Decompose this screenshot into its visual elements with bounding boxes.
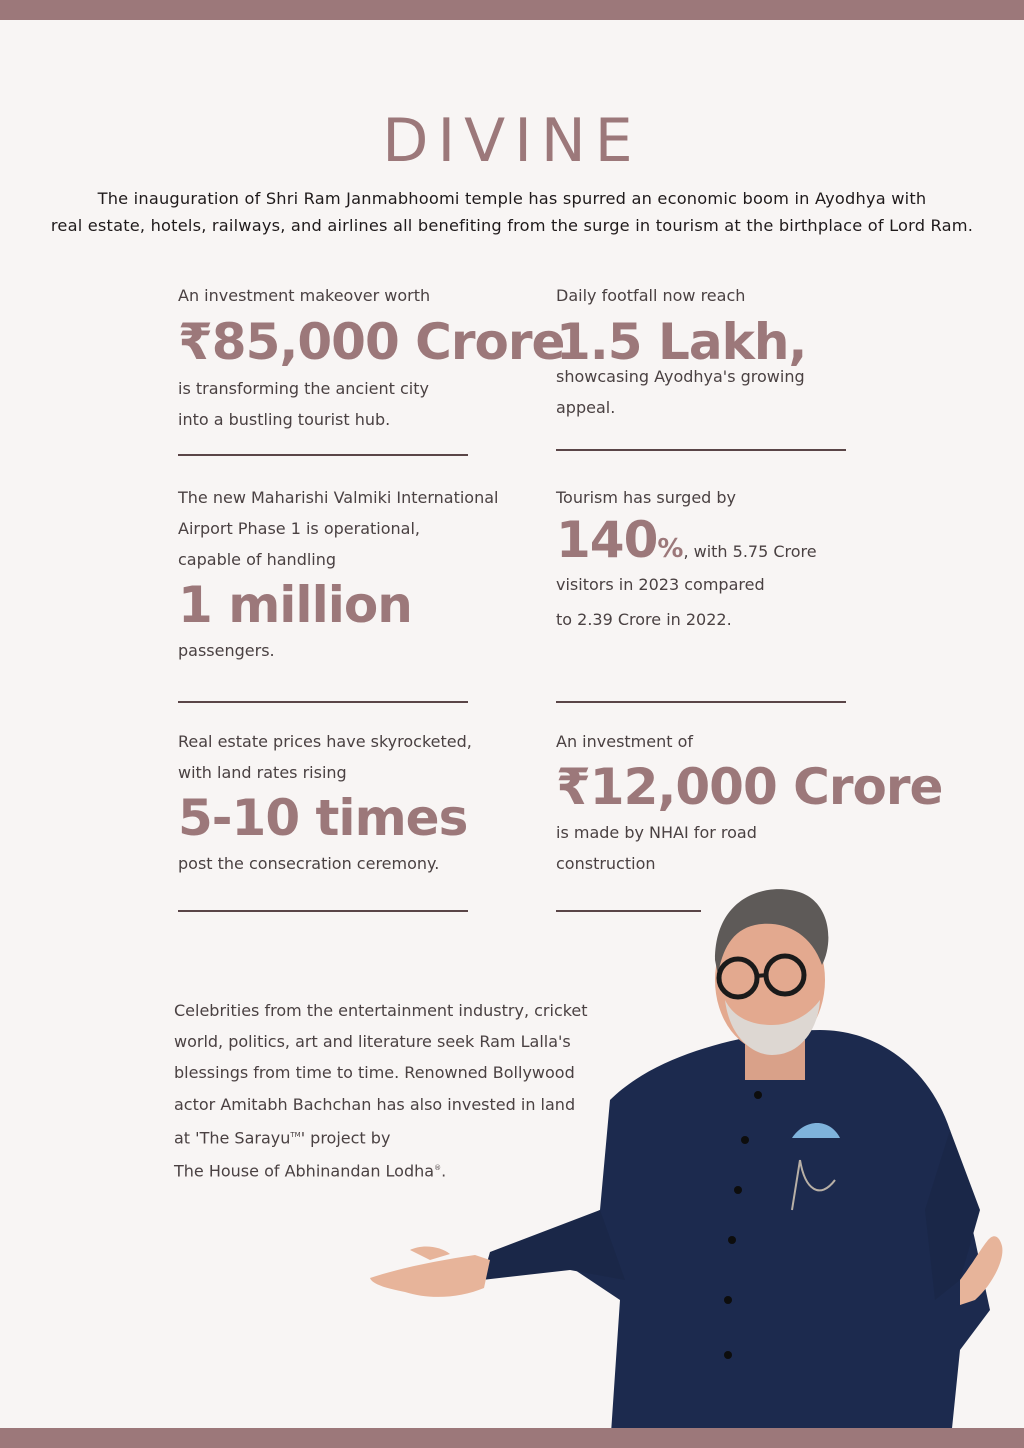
stat-tail: appeal. xyxy=(556,398,616,417)
bottom-band xyxy=(0,1428,1024,1448)
stat-tail: to 2.39 Crore in 2022. xyxy=(556,610,732,629)
divider xyxy=(556,701,846,703)
stat-figure: ₹85,000 Crore xyxy=(178,313,565,371)
intro-line: The inauguration of Shri Ram Janmabhoomi temple has spurred an economic boom in Ayodhya with xyxy=(97,189,927,208)
stat-footfall xyxy=(556,280,806,423)
stat-tail: is made by NHAI for road xyxy=(556,823,757,842)
stat-figure: 140 xyxy=(556,511,658,569)
stat-lead: An investment of xyxy=(556,732,694,751)
left-sleeve xyxy=(482,1210,625,1280)
stat-tail: construction xyxy=(556,854,656,873)
stat-lead: Airport Phase 1 is operational, xyxy=(178,519,420,538)
stat-lead: Real estate prices have skyrocketed, xyxy=(178,732,472,751)
celebrity-text: The House of Abhinandan Lodha xyxy=(174,1161,435,1181)
stat-figure: 1.5 Lakh, xyxy=(556,313,807,371)
stat-inline: , with 5.75 Crore xyxy=(683,542,817,561)
celebrity-line: Celebrities from the entertainment industry, cricket xyxy=(174,1001,588,1020)
stat-tail: passengers. xyxy=(178,641,275,660)
celebrity-line: actor Amitabh Bachchan has also invested in land xyxy=(174,1094,576,1114)
trademark-mark: TM xyxy=(290,1130,301,1139)
celebrity-text: . xyxy=(441,1161,447,1181)
stat-tail: into a bustling tourist hub. xyxy=(178,410,391,429)
stat-lead: Tourism has surged by xyxy=(556,488,737,507)
left-hand xyxy=(370,1255,490,1297)
stat-tail: post the consecration ceremony. xyxy=(178,854,440,873)
stat-lead: An investment makeover worth xyxy=(178,286,431,305)
divider xyxy=(178,454,468,456)
celebrity-portrait xyxy=(360,880,1024,1448)
top-band xyxy=(0,0,1024,20)
stat-tourism xyxy=(556,482,817,637)
stat-lead: Daily footfall now reach xyxy=(556,286,746,305)
stat-figure-row xyxy=(556,513,817,567)
registered-mark: ® xyxy=(434,1164,442,1173)
stat-lead: with land rates rising xyxy=(178,763,347,782)
stat-tail: visitors in 2023 compared xyxy=(556,575,765,594)
stat-lead: capable of handling xyxy=(178,550,337,569)
page-title: DIVINE xyxy=(382,106,642,176)
stat-nhai xyxy=(556,726,942,879)
stat-figure: ₹12,000 Crore xyxy=(556,758,943,816)
divider xyxy=(556,449,846,451)
intro-line: real estate, hotels, railways, and airlines all benefiting from the surge in tourism at the birthplace of Lord Ram. xyxy=(50,216,974,235)
stat-figure-unit: % xyxy=(657,534,684,564)
celebrity-line: world, politics, art and literature seek Ram Lalla's xyxy=(174,1032,571,1052)
divider xyxy=(178,701,468,703)
stat-lead: The new Maharishi Valmiki International xyxy=(178,488,499,507)
stat-investment xyxy=(178,280,564,435)
stat-real-estate xyxy=(178,726,472,879)
stat-figure: 5-10 times xyxy=(178,789,468,847)
stat-tail: showcasing Ayodhya's growing xyxy=(556,367,805,386)
stat-tail: is transforming the ancient city xyxy=(178,379,429,398)
celebrity-line: blessings from time to time. Renowned Bollywood xyxy=(174,1063,575,1083)
celebrity-text: ' project by xyxy=(300,1128,391,1148)
celebrity-text: at 'The Sarayu xyxy=(174,1128,291,1148)
stat-airport xyxy=(178,482,498,666)
stat-figure: 1 million xyxy=(178,576,412,634)
intro-paragraph xyxy=(0,185,1024,239)
